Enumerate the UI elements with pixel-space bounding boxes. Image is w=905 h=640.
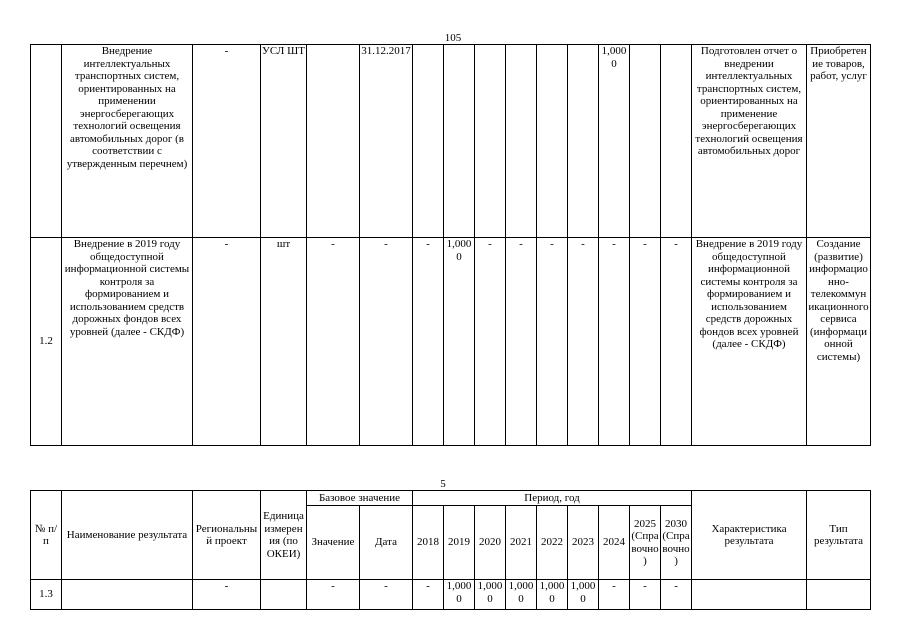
header-base-value: Значение [307, 506, 360, 580]
year-value [506, 45, 537, 238]
year-value: - [661, 238, 692, 446]
header-base-group: Базовое значение [307, 491, 413, 506]
year-value: 1,0000 [475, 580, 506, 610]
year-value: 1,0000 [444, 238, 475, 446]
header-period-group: Период, год [413, 491, 692, 506]
base-date: - [360, 238, 413, 446]
header-type: Тип результата [807, 491, 871, 580]
regional-project: - [193, 580, 261, 610]
table-row [31, 238, 871, 446]
header-unit: Единица измерения (по ОКЕИ) [261, 491, 307, 580]
regional-project: - [193, 238, 261, 446]
header-num: № п/п [31, 491, 62, 580]
base-value: - [307, 238, 360, 446]
year-value: - [506, 238, 537, 446]
result-type: Создание (развитие) информационно-телекоммуникационного сервиса (информационной системы) [807, 238, 871, 446]
result-name [62, 580, 193, 610]
page-number: 105 [444, 32, 462, 44]
result-type: Приобретение товаров, работ, услуг [807, 45, 871, 238]
year-value: - [413, 238, 444, 446]
results-table-continued [30, 44, 871, 446]
year-value: - [413, 580, 444, 610]
year-value: - [661, 580, 692, 610]
header-year: 2023 [568, 506, 599, 580]
regional-project: - [193, 45, 261, 238]
year-value: 1,0000 [568, 580, 599, 610]
header-year: 2019 [444, 506, 475, 580]
header-characteristic: Характеристика результата [692, 491, 807, 580]
header-base-date: Дата [360, 506, 413, 580]
header-row [31, 491, 871, 506]
year-value: 1,0000 [537, 580, 568, 610]
results-table-header [30, 490, 871, 610]
base-date: 31.12.2017 [360, 45, 413, 238]
base-value: - [307, 580, 360, 610]
result-characteristic [692, 580, 807, 610]
unit: УСЛ ШТ [261, 45, 307, 238]
year-value: 1,0000 [444, 580, 475, 610]
row-number: 1.3 [31, 580, 62, 610]
result-characteristic: Внедрение в 2019 году общедоступной информационной системы контроля за формированием и использованием средств дорожных фондов всех уровней (далее - СКДФ) [692, 238, 807, 446]
row-number [31, 45, 62, 238]
year-value: - [599, 238, 630, 446]
year-value: - [475, 238, 506, 446]
year-value: - [630, 238, 661, 446]
header-year: 2020 [475, 506, 506, 580]
header-year: 2030 (Справочно) [661, 506, 692, 580]
year-value [413, 45, 444, 238]
unit [261, 580, 307, 610]
year-value [661, 45, 692, 238]
year-value: 1,0000 [506, 580, 537, 610]
result-name: Внедрение интеллектуальных транспортных систем, ориентированных на применении энергосберегающих технологий освещения автомобильных дорог (в соответствии с утвержденным перечнем) [62, 45, 193, 238]
header-year: 2022 [537, 506, 568, 580]
base-date: - [360, 580, 413, 610]
header-year: 2021 [506, 506, 537, 580]
year-value: - [568, 238, 599, 446]
header-name: Наименование результата [62, 491, 193, 580]
year-value [475, 45, 506, 238]
year-value [630, 45, 661, 238]
header-year: 2025 (Справочно) [630, 506, 661, 580]
table-row [31, 580, 871, 610]
year-value: 1,0000 [599, 45, 630, 238]
unit: шт [261, 238, 307, 446]
year-value [444, 45, 475, 238]
header-project: Региональный проект [193, 491, 261, 580]
year-value [537, 45, 568, 238]
table-row [31, 45, 871, 238]
page-number: 5 [440, 478, 446, 490]
header-year: 2024 [599, 506, 630, 580]
row-number: 1.2 [31, 238, 62, 446]
result-type [807, 580, 871, 610]
year-value: - [630, 580, 661, 610]
result-name: Внедрение в 2019 году общедоступной информационной системы контроля за формированием и использованием средств дорожных фондов всех уровней (далее - СКДФ) [62, 238, 193, 446]
base-value [307, 45, 360, 238]
header-year: 2018 [413, 506, 444, 580]
year-value: - [537, 238, 568, 446]
year-value: - [599, 580, 630, 610]
result-characteristic: Подготовлен отчет о внедрении интеллектуальных транспортных систем, ориентированных на применение энергосберегающих технологий освещения автомобильных дорог [692, 45, 807, 238]
year-value [568, 45, 599, 238]
